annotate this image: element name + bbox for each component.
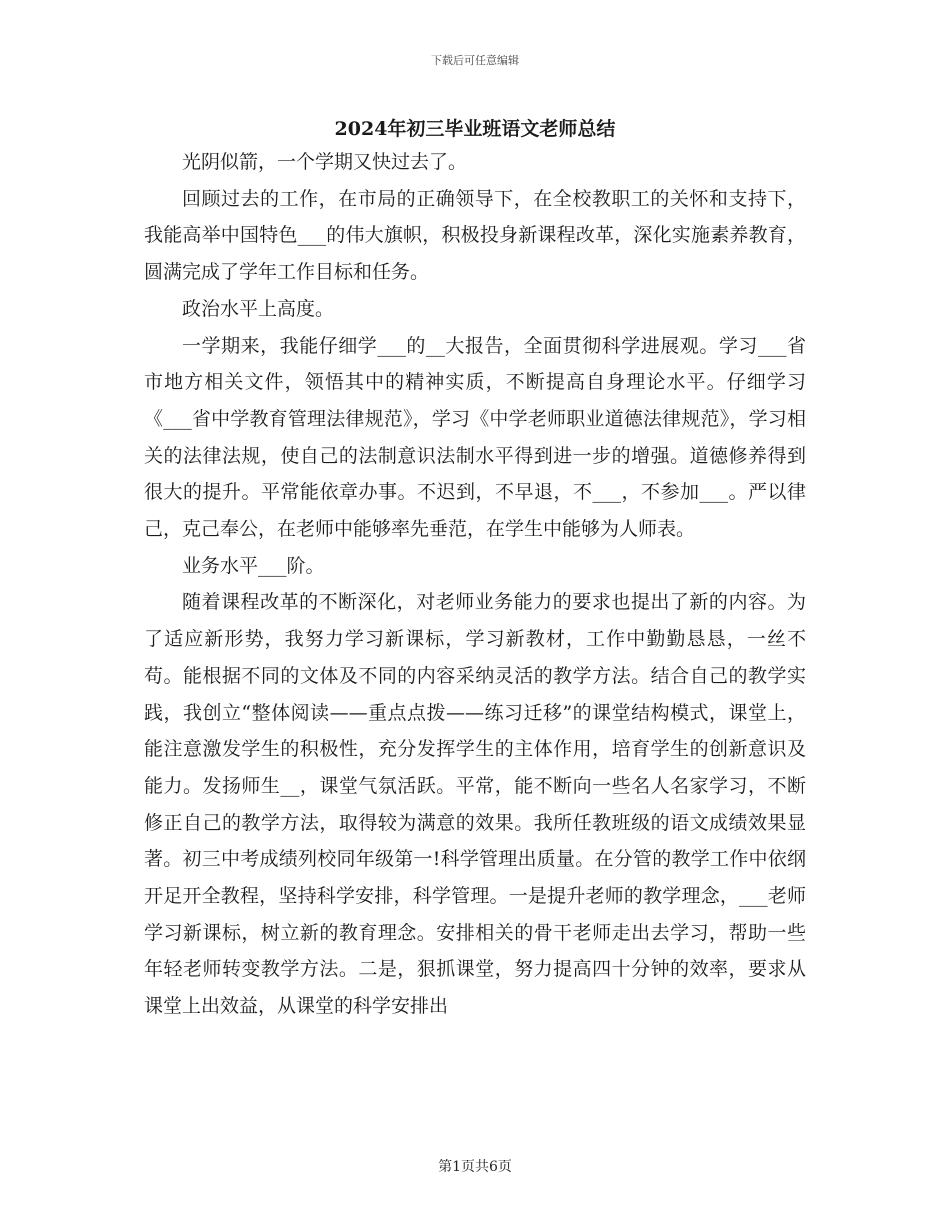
page-number: 第1页共6页 — [438, 1159, 512, 1175]
section-heading: 业务水平___阶。 — [182, 554, 325, 577]
document-body — [144, 144, 806, 1025]
paragraph: 光阴似箭，一个学期又快过去了。 — [182, 151, 468, 173]
paragraph: 回顾过去的工作，在市局的正确领导下，在全校教职工的关怀和支持下，我能高举中国特色___的伟大旗帜，积极投身新课程改革，深化实施素养教育，圆满完成了学年工作目标和任务。 — [144, 187, 806, 284]
document-title: 2024年初三毕业班语文老师总结 — [334, 118, 616, 140]
section-heading: 政治水平上高度。 — [182, 297, 335, 320]
page-header-note: 下载后可任意编辑 — [431, 54, 519, 67]
paragraph: 随着课程改革的不断深化，对老师业务能力的要求也提出了新的内容。为了适应新形势，我努力学习新课标，学习新教材，工作中勤勤恳恳，一丝不苟。能根据不同的文体及不同的内容采纳灵活的教学方法。结合自己的教学实践，我创立“整体阅读——重点点拨——练习迁移”的课堂结构模式，课堂上，能注意激发学生的积极性，充分发挥学生的主体作用，培育学生的创新意识及能力。发扬师生__，课堂气氛活跃。平常，能不断向一些名人名家学习，不断修正自己的教学方法，取得较为满意的效果。我所任教班级的语文成绩效果显著。初三中考成绩列校同年级第一!科学管理出质量。在分管的教学工作中依纲开足开全教程，坚持科学安排，科学管理。一是提升老师的教学理念，___老师学习新课标，树立新的教育理念。安排相关的骨干老师走出去学习，帮助一些年轻老师转变教学方法。二是，狠抓课堂，努力提高四十分钟的效率，要求从课堂上出效益，从课堂的科学安排出 — [144, 591, 806, 1018]
paragraph: 一学期来，我能仔细学___的__大报告，全面贯彻科学进展观。学习___省市地方相关文件，领悟其中的精神实质，不断提高自身理论水平。仔细学习《___省中学教育管理法律规范》，学习《中学老师职业道德法律规范》，学习相关的法律法规，使自己的法制意识法制水平得到进一步的增强。道德修养得到很大的提升。平常能依章办事。不迟到，不早退，不___，不参加___。严以律己，克己奉公，在老师中能够率先垂范，在学生中能够为人师表。 — [144, 334, 806, 541]
